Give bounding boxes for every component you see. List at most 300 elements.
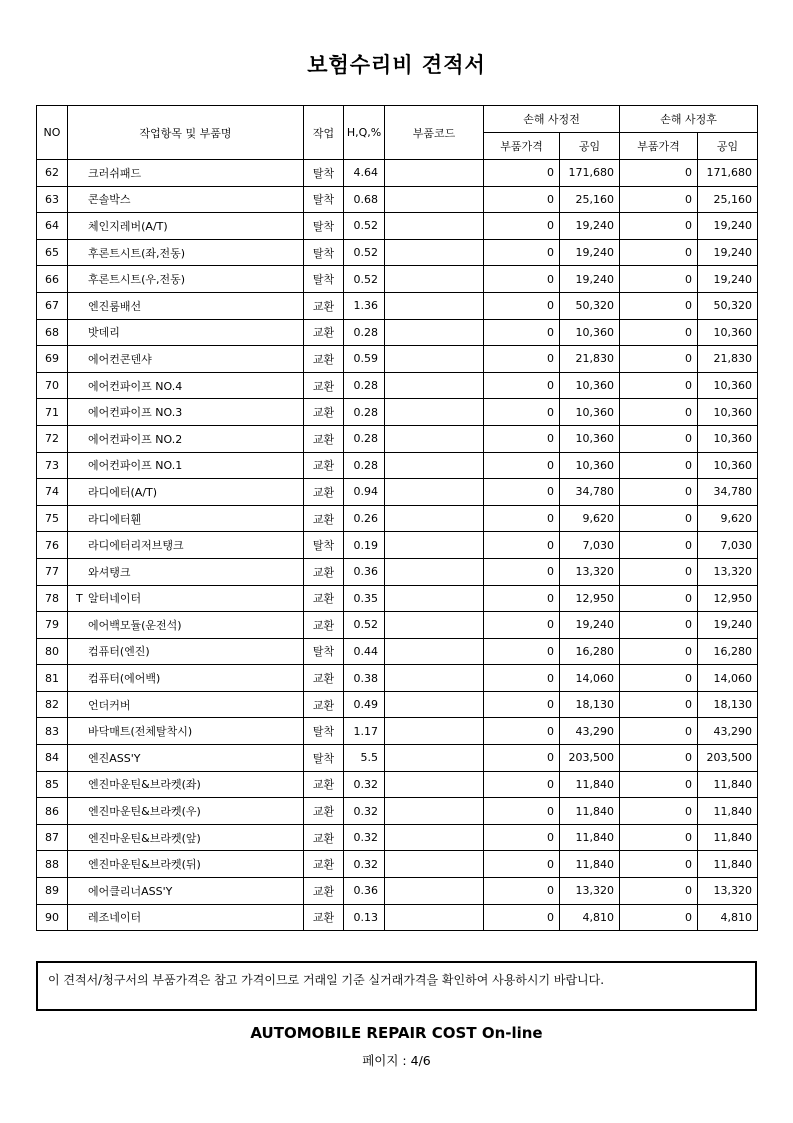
row-before-part-price: 0 [484,479,560,506]
row-before-labor: 14,060 [560,665,620,692]
row-before-labor: 21,830 [560,346,620,373]
row-after-part-price: 0 [620,585,698,612]
row-after-labor: 13,320 [698,558,758,585]
row-before-part-price: 0 [484,851,560,878]
row-part-code [385,904,484,931]
table-row [37,346,758,373]
row-number: 73 [37,452,68,479]
row-work-type: 교환 [304,346,344,373]
row-number: 83 [37,718,68,745]
row-after-part-price: 0 [620,186,698,213]
row-work-type: 탈착 [304,532,344,559]
row-item-name: 에어백모듈(운전석) [88,618,182,632]
row-after-part-price: 0 [620,718,698,745]
row-after-part-price: 0 [620,399,698,426]
row-before-labor: 25,160 [560,186,620,213]
row-after-labor: 13,320 [698,878,758,905]
row-before-part-price: 0 [484,372,560,399]
row-item-name: 라디에터리저브탱크 [88,539,184,553]
table-row [37,585,758,612]
row-part-code [385,824,484,851]
table-row [37,425,758,452]
row-hq-percent: 0.94 [344,479,385,506]
row-before-labor: 43,290 [560,718,620,745]
row-hq-percent: 0.32 [344,824,385,851]
row-hq-percent: 0.36 [344,558,385,585]
row-number: 81 [37,665,68,692]
row-item-name: 바닥매트(전체탈착시) [88,725,193,739]
row-hq-percent: 0.52 [344,266,385,293]
row-number: 89 [37,878,68,905]
row-part-code [385,186,484,213]
row-after-part-price: 0 [620,346,698,373]
row-item-name: 컴퓨터(엔진) [88,645,150,659]
row-item-cell [68,479,304,506]
row-after-part-price: 0 [620,665,698,692]
header-before-part-price: 부품가격 [484,133,560,160]
header-before-labor: 공임 [560,133,620,160]
row-after-labor: 7,030 [698,532,758,559]
row-work-type: 교환 [304,878,344,905]
row-before-labor: 9,620 [560,505,620,532]
table-row [37,612,758,639]
table-row [37,239,758,266]
row-work-type: 교환 [304,425,344,452]
row-before-labor: 13,320 [560,558,620,585]
row-after-part-price: 0 [620,558,698,585]
row-before-part-price: 0 [484,399,560,426]
row-number: 71 [37,399,68,426]
table-row [37,691,758,718]
header-before-assessment: 손해 사정전 [484,106,620,133]
row-part-code [385,346,484,373]
row-hq-percent: 0.59 [344,346,385,373]
row-item-cell [68,638,304,665]
row-number: 75 [37,505,68,532]
row-before-part-price: 0 [484,904,560,931]
notice-text: 이 견적서/청구서의 부품가격은 참고 가격이므로 거래일 기준 실거래가격을 확인하여 사용하시기 바랍니다. [48,973,605,988]
header-after-labor: 공임 [698,133,758,160]
row-hq-percent: 1.36 [344,292,385,319]
table-row [37,904,758,931]
row-item-name: 엔진마운틴&브라켓(좌) [88,778,201,792]
row-part-code [385,638,484,665]
repair-estimate-table [36,105,758,931]
row-item-name: 에어컨파이프 NO.4 [88,379,183,393]
row-work-type: 탈착 [304,160,344,187]
row-after-labor: 19,240 [698,612,758,639]
row-item-name: 체인지레버(A/T) [88,219,168,233]
row-hq-percent: 0.28 [344,372,385,399]
row-part-code [385,292,484,319]
row-hq-percent: 0.28 [344,452,385,479]
row-before-labor: 10,360 [560,319,620,346]
row-after-labor: 10,360 [698,452,758,479]
row-part-code [385,399,484,426]
row-before-part-price: 0 [484,745,560,772]
row-after-labor: 16,280 [698,638,758,665]
row-after-labor: 10,360 [698,425,758,452]
row-item-cell [68,160,304,187]
row-work-type: 교환 [304,372,344,399]
row-after-labor: 14,060 [698,665,758,692]
row-after-labor: 43,290 [698,718,758,745]
row-hq-percent: 0.28 [344,399,385,426]
header-item: 작업항목 및 부품명 [68,106,304,160]
row-before-labor: 19,240 [560,266,620,293]
row-after-part-price: 0 [620,266,698,293]
table-row [37,771,758,798]
row-before-labor: 11,840 [560,824,620,851]
row-before-labor: 12,950 [560,585,620,612]
row-part-code [385,771,484,798]
row-hq-percent: 0.38 [344,665,385,692]
row-work-type: 교환 [304,399,344,426]
row-hq-percent: 0.26 [344,505,385,532]
row-after-part-price: 0 [620,851,698,878]
table-row [37,160,758,187]
row-after-labor: 18,130 [698,691,758,718]
row-item-cell [68,532,304,559]
row-before-labor: 19,240 [560,612,620,639]
row-item-name: 엔진마운틴&브라켓(우) [88,805,201,819]
row-hq-percent: 0.28 [344,425,385,452]
row-part-code [385,213,484,240]
row-after-labor: 21,830 [698,346,758,373]
row-before-part-price: 0 [484,718,560,745]
row-before-part-price: 0 [484,160,560,187]
table-row [37,798,758,825]
row-work-type: 교환 [304,558,344,585]
row-before-labor: 171,680 [560,160,620,187]
table-header [37,106,758,160]
row-mark: T [76,591,83,605]
row-item-name: 콘솔박스 [88,193,131,207]
row-part-code [385,691,484,718]
row-before-labor: 50,320 [560,292,620,319]
row-number: 90 [37,904,68,931]
row-after-labor: 10,360 [698,399,758,426]
row-after-labor: 203,500 [698,745,758,772]
row-part-code [385,266,484,293]
row-item-name: 에어컨파이프 NO.3 [88,406,183,420]
row-hq-percent: 0.68 [344,186,385,213]
row-before-part-price: 0 [484,425,560,452]
table-row [37,372,758,399]
row-item-name: 레조네이터 [88,911,142,925]
row-item-cell [68,399,304,426]
row-after-part-price: 0 [620,160,698,187]
row-before-part-price: 0 [484,266,560,293]
row-part-code [385,319,484,346]
row-hq-percent: 0.44 [344,638,385,665]
row-after-labor: 19,240 [698,239,758,266]
table-body [37,160,758,931]
row-work-type: 교환 [304,479,344,506]
row-part-code [385,160,484,187]
row-part-code [385,745,484,772]
notice-box [36,961,757,1011]
row-part-code [385,851,484,878]
table-row [37,532,758,559]
row-before-part-price: 0 [484,319,560,346]
header-part-code: 부품코드 [385,106,484,160]
row-item-cell [68,612,304,639]
header-after-part-price: 부품가격 [620,133,698,160]
row-after-part-price: 0 [620,372,698,399]
page-title: 보험수리비 견적서 [307,53,486,77]
row-before-labor: 4,810 [560,904,620,931]
row-work-type: 교환 [304,904,344,931]
row-after-labor: 19,240 [698,266,758,293]
row-part-code [385,558,484,585]
row-item-name: 엔진ASS'Y [88,751,141,765]
row-before-labor: 10,360 [560,452,620,479]
row-number: 82 [37,691,68,718]
row-number: 78 [37,585,68,612]
table-row [37,505,758,532]
row-work-type: 교환 [304,452,344,479]
row-item-name: 엔진마운틴&브라켓(뒤) [88,858,201,872]
row-hq-percent: 0.32 [344,771,385,798]
row-after-part-price: 0 [620,213,698,240]
row-before-labor: 7,030 [560,532,620,559]
row-before-labor: 11,840 [560,771,620,798]
row-item-cell [68,878,304,905]
row-item-cell [68,691,304,718]
row-number: 76 [37,532,68,559]
row-item-cell [68,266,304,293]
row-after-labor: 12,950 [698,585,758,612]
row-item-name: 에어컨콘덴샤 [88,352,152,366]
row-number: 69 [37,346,68,373]
row-item-cell [68,798,304,825]
row-before-part-price: 0 [484,771,560,798]
row-item-cell [68,372,304,399]
row-hq-percent: 0.19 [344,532,385,559]
row-before-part-price: 0 [484,585,560,612]
table-row [37,851,758,878]
row-before-part-price: 0 [484,878,560,905]
row-before-part-price: 0 [484,824,560,851]
row-after-part-price: 0 [620,425,698,452]
row-item-name: 에어컨파이프 NO.1 [88,459,183,473]
row-before-labor: 34,780 [560,479,620,506]
header-no: NO [37,106,68,160]
table-row [37,213,758,240]
row-number: 79 [37,612,68,639]
row-part-code [385,585,484,612]
row-part-code [385,718,484,745]
row-item-cell [68,505,304,532]
table-row [37,479,758,506]
row-after-labor: 10,360 [698,372,758,399]
row-after-part-price: 0 [620,505,698,532]
table-row [37,745,758,772]
row-before-part-price: 0 [484,186,560,213]
row-item-name: 언더커버 [88,698,131,712]
row-hq-percent: 0.49 [344,691,385,718]
row-before-part-price: 0 [484,558,560,585]
row-before-labor: 19,240 [560,239,620,266]
row-number: 72 [37,425,68,452]
page-number-label: 페이지 : 4/6 [362,1053,431,1069]
row-work-type: 교환 [304,824,344,851]
row-part-code [385,239,484,266]
row-work-type: 탈착 [304,186,344,213]
header-work: 작업 [304,106,344,160]
header-after-assessment: 손해 사정후 [620,106,758,133]
row-after-part-price: 0 [620,612,698,639]
row-after-part-price: 0 [620,638,698,665]
row-item-cell [68,665,304,692]
row-item-cell [68,558,304,585]
row-work-type: 교환 [304,612,344,639]
row-hq-percent: 0.52 [344,239,385,266]
row-item-cell [68,904,304,931]
row-after-part-price: 0 [620,771,698,798]
row-work-type: 탈착 [304,718,344,745]
row-item-cell [68,292,304,319]
row-number: 74 [37,479,68,506]
row-hq-percent: 0.52 [344,612,385,639]
row-hq-percent: 4.64 [344,160,385,187]
row-after-part-price: 0 [620,532,698,559]
footer-title: AUTOMOBILE REPAIR COST On-line [250,1024,543,1043]
row-number: 70 [37,372,68,399]
row-before-part-price: 0 [484,798,560,825]
row-item-name: 엔진룸배선 [88,299,142,313]
row-number: 80 [37,638,68,665]
row-part-code [385,425,484,452]
row-part-code [385,612,484,639]
row-hq-percent: 0.13 [344,904,385,931]
row-number: 65 [37,239,68,266]
row-item-cell [68,319,304,346]
row-after-part-price: 0 [620,691,698,718]
row-item-name: 라디에터(A/T) [88,485,158,499]
row-item-name: 후론트시트(좌,전동) [88,246,186,260]
row-work-type: 교환 [304,851,344,878]
row-work-type: 탈착 [304,213,344,240]
table-row [37,638,758,665]
row-item-cell [68,718,304,745]
row-item-cell [68,745,304,772]
row-item-name: 에어클리너ASS'Y [88,884,173,898]
table-row [37,558,758,585]
row-work-type: 교환 [304,771,344,798]
row-before-labor: 13,320 [560,878,620,905]
row-item-cell [68,186,304,213]
row-before-part-price: 0 [484,638,560,665]
row-item-cell [68,824,304,851]
row-item-name: 와셔탱크 [88,565,131,579]
row-before-part-price: 0 [484,452,560,479]
row-part-code [385,798,484,825]
row-part-code [385,372,484,399]
row-after-labor: 171,680 [698,160,758,187]
row-work-type: 교환 [304,292,344,319]
row-item-cell [68,851,304,878]
row-item-name: 크러쉬패드 [88,166,142,180]
row-before-labor: 11,840 [560,798,620,825]
row-number: 86 [37,798,68,825]
row-after-part-price: 0 [620,824,698,851]
row-work-type: 탈착 [304,638,344,665]
table-row [37,452,758,479]
table-row [37,824,758,851]
table-row [37,665,758,692]
row-before-part-price: 0 [484,691,560,718]
row-after-labor: 25,160 [698,186,758,213]
row-after-part-price: 0 [620,745,698,772]
row-number: 88 [37,851,68,878]
table-row [37,319,758,346]
row-before-part-price: 0 [484,665,560,692]
row-item-name: 엔진마운틴&브라켓(앞) [88,831,201,845]
row-work-type: 교환 [304,798,344,825]
row-number: 85 [37,771,68,798]
row-part-code [385,532,484,559]
row-hq-percent: 0.35 [344,585,385,612]
row-item-name: 밧데리 [88,326,120,340]
row-number: 87 [37,824,68,851]
row-after-part-price: 0 [620,292,698,319]
row-after-part-price: 0 [620,319,698,346]
row-before-labor: 203,500 [560,745,620,772]
row-number: 63 [37,186,68,213]
row-item-cell [68,585,304,612]
row-after-part-price: 0 [620,904,698,931]
row-item-name: 라디에터휀 [88,512,142,526]
row-after-part-price: 0 [620,798,698,825]
row-part-code [385,452,484,479]
row-after-part-price: 0 [620,479,698,506]
row-after-labor: 4,810 [698,904,758,931]
row-after-labor: 11,840 [698,771,758,798]
row-item-name: 알터네이터 [88,592,142,606]
row-before-part-price: 0 [484,505,560,532]
row-work-type: 교환 [304,691,344,718]
row-after-part-price: 0 [620,239,698,266]
row-hq-percent: 0.52 [344,213,385,240]
row-before-part-price: 0 [484,292,560,319]
row-work-type: 교환 [304,585,344,612]
row-number: 77 [37,558,68,585]
row-part-code [385,665,484,692]
row-hq-percent: 0.32 [344,798,385,825]
row-number: 84 [37,745,68,772]
row-item-cell [68,213,304,240]
row-item-cell [68,239,304,266]
row-before-part-price: 0 [484,532,560,559]
table-row [37,186,758,213]
row-item-name: 후론트시트(우,전동) [88,273,186,287]
table-row [37,399,758,426]
row-work-type: 탈착 [304,745,344,772]
row-item-cell [68,452,304,479]
row-number: 64 [37,213,68,240]
row-hq-percent: 1.17 [344,718,385,745]
row-item-cell [68,425,304,452]
row-after-labor: 50,320 [698,292,758,319]
row-before-labor: 10,360 [560,425,620,452]
row-number: 68 [37,319,68,346]
row-before-labor: 18,130 [560,691,620,718]
row-work-type: 교환 [304,319,344,346]
row-part-code [385,479,484,506]
row-item-name: 컴퓨터(에어백) [88,672,161,686]
